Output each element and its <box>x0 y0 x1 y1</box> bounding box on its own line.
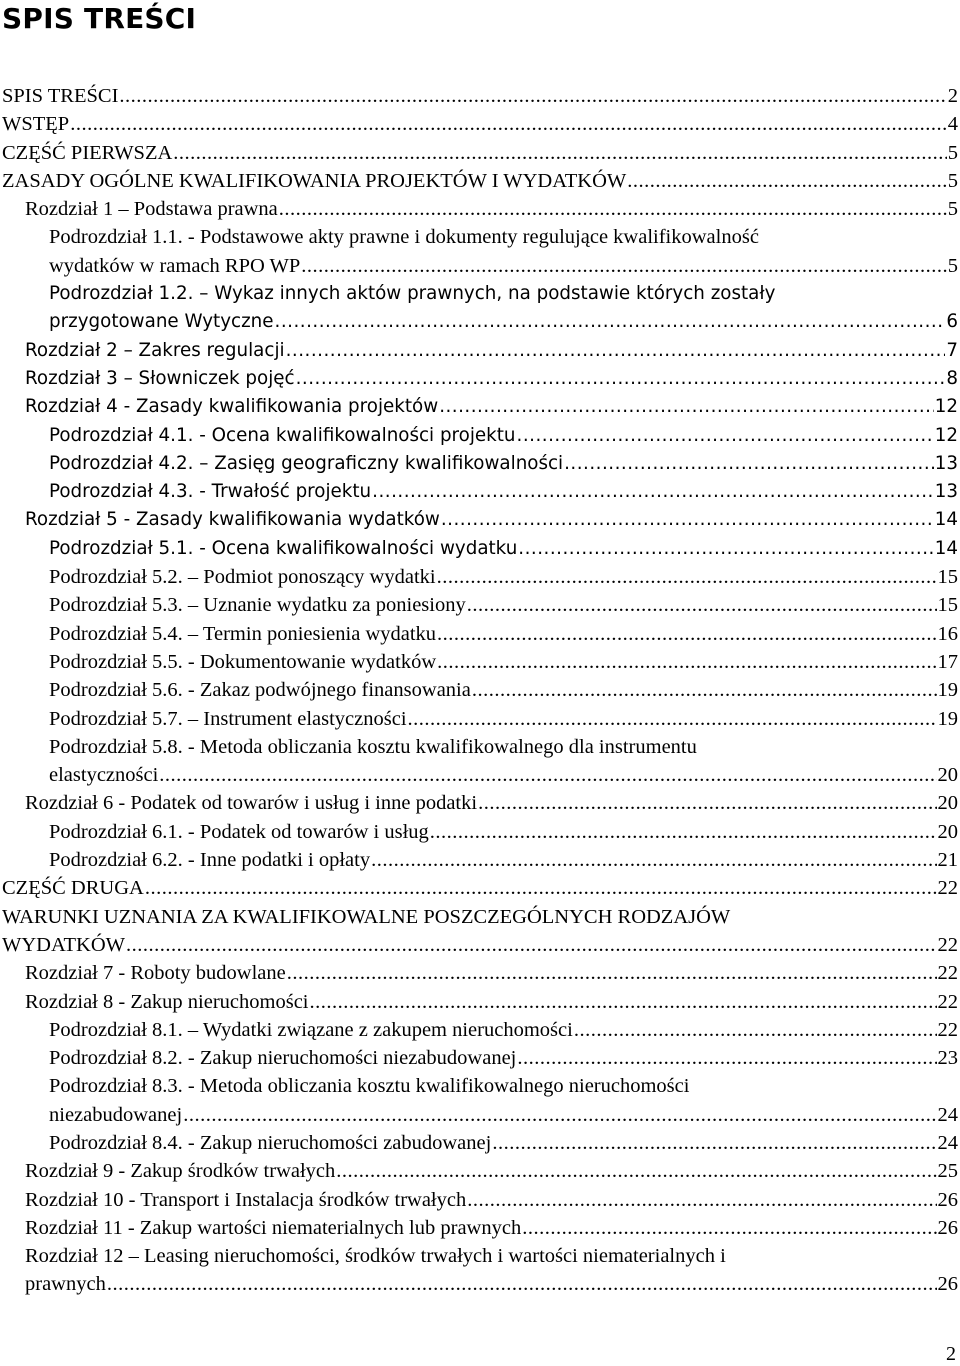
toc-entry-page: 15 <box>937 566 958 589</box>
toc-entry-title: CZĘŚĆ DRUGA <box>2 877 144 900</box>
toc-entry-title: Podrozdział 5.6. - Zakaz podwójnego finansowania <box>49 679 471 702</box>
toc-entry-page: 13 <box>934 452 958 474</box>
toc-entry-title: Podrozdział 5.4. – Termin poniesienia wydatku <box>49 622 437 645</box>
toc-entry-title: Podrozdział 6.1. - Podatek od towarów i usług <box>49 820 429 843</box>
toc-entry[interactable] <box>0 959 958 987</box>
toc-entry-title: WSTĘP <box>2 113 70 136</box>
toc-dot-leader <box>564 450 934 478</box>
toc-dot-leader <box>372 478 934 506</box>
toc-entry[interactable] <box>0 563 958 591</box>
toc-entry-page: 5 <box>947 141 958 164</box>
toc-entry-title: Rozdział 10 - Transport i Instalacja środków trwałych <box>25 1188 467 1211</box>
toc-entry-page: 2 <box>947 85 958 107</box>
toc-dot-leader <box>296 365 946 393</box>
toc-entry-page: 12 <box>934 424 958 446</box>
toc-dot-leader <box>107 1270 937 1298</box>
toc-dot-leader <box>310 988 937 1016</box>
toc-entry[interactable] <box>0 478 958 506</box>
toc-entry[interactable] <box>0 903 958 931</box>
toc-entry[interactable] <box>0 846 958 874</box>
toc-entry-page: 5 <box>947 169 958 192</box>
toc-entry-title: Podrozdział 5.7. – Instrument elastyczności <box>49 707 407 730</box>
toc-entry-title: Podrozdział 1.1. - Podstawowe akty prawne i dokumenty regulujące kwalifikowalność <box>49 226 759 249</box>
toc-dot-leader <box>70 110 947 138</box>
toc-heading: SPIS TREŚCI <box>2 2 197 35</box>
toc-entry-title-cont: przygotowane Wytyczne <box>49 311 274 333</box>
page-number: 2 <box>946 1343 956 1365</box>
toc-entry-page: 20 <box>937 820 958 843</box>
toc-dot-leader <box>159 761 936 789</box>
toc-dot-leader <box>439 393 934 421</box>
toc-entry-title: Podrozdział 5.2. – Podmiot ponoszący wydatki <box>49 566 436 589</box>
toc-entry[interactable] <box>0 223 958 251</box>
toc-entry[interactable] <box>0 167 958 195</box>
toc-entry[interactable] <box>0 648 958 676</box>
toc-entry-page: 19 <box>937 679 958 702</box>
toc-entry[interactable] <box>0 874 958 902</box>
toc-entry-title: Rozdział 6 - Podatek od towarów i usług i inne podatki <box>25 792 478 815</box>
toc-entry-title: CZĘŚĆ PIERWSZA <box>2 141 173 164</box>
toc-entry[interactable] <box>0 1214 958 1242</box>
toc-entry-title: Podrozdział 5.3. – Uznanie wydatku za poniesiony <box>49 594 466 617</box>
toc-dot-leader <box>437 563 937 591</box>
toc-dot-leader <box>301 252 946 280</box>
toc-entry[interactable] <box>0 676 958 704</box>
toc-entry[interactable] <box>0 1242 958 1270</box>
toc-entry-title-cont: prawnych <box>25 1273 106 1296</box>
toc-entry[interactable] <box>0 620 958 648</box>
toc-entry-title: Rozdział 2 – Zakres regulacji <box>25 339 285 361</box>
toc-entry-page: 16 <box>937 622 958 645</box>
toc-dot-leader <box>145 874 937 902</box>
toc-entry-title-cont: wydatków w ramach RPO WP <box>49 254 301 277</box>
toc-entry-title: Podrozdział 6.2. - Inne podatki i opłaty <box>49 849 371 872</box>
toc-entry-title: ZASADY OGÓLNE KWALIFIKOWANIA PROJEKTÓW I WYDATKÓW <box>2 169 627 192</box>
toc-entry-page: 19 <box>937 707 958 730</box>
toc-entry-page: 5 <box>947 198 958 221</box>
toc-entry[interactable] <box>0 1044 958 1072</box>
toc-entry-page: 22 <box>937 933 958 956</box>
toc-entry-continuation[interactable] <box>0 1270 958 1298</box>
toc-dot-leader <box>275 308 946 336</box>
toc-dot-leader <box>472 676 937 704</box>
toc-entry[interactable] <box>0 139 958 167</box>
toc-dot-leader <box>336 1157 936 1185</box>
toc-dot-leader <box>183 1101 936 1129</box>
toc-entry-title: Podrozdział 5.1. - Ocena kwalifikowalności wydatku <box>49 537 518 559</box>
toc-dot-leader <box>279 195 947 223</box>
toc-dot-leader <box>437 620 936 648</box>
toc-entry[interactable] <box>0 82 958 110</box>
toc-entry-page: 24 <box>937 1103 958 1126</box>
toc-dot-leader <box>437 648 936 676</box>
toc-entry[interactable] <box>0 1016 958 1044</box>
toc-entry[interactable] <box>0 1129 958 1157</box>
toc-dot-leader <box>522 1214 936 1242</box>
table-of-contents <box>0 82 958 1299</box>
toc-entry-title: Rozdział 5 - Zasady kwalifikowania wydatków <box>25 509 440 531</box>
toc-dot-leader <box>518 535 933 563</box>
toc-dot-leader <box>574 1016 937 1044</box>
toc-entry-title: Rozdział 9 - Zakup środków trwałych <box>25 1160 336 1183</box>
toc-entry-continuation[interactable] <box>0 761 958 789</box>
toc-entry[interactable] <box>0 591 958 619</box>
toc-entry[interactable] <box>0 422 958 450</box>
toc-entry-title: Rozdział 11 - Zakup wartości niematerialnych lub prawnych <box>25 1216 522 1239</box>
toc-entry-page: 13 <box>934 481 958 503</box>
toc-entry[interactable] <box>0 1072 958 1100</box>
toc-entry-title-cont: elastyczności <box>49 764 159 787</box>
toc-entry[interactable] <box>0 365 958 393</box>
toc-entry-page: 7 <box>946 339 958 361</box>
toc-entry-title: SPIS TREŚCI <box>2 85 119 107</box>
toc-entry[interactable] <box>0 1157 958 1185</box>
toc-dot-leader <box>173 139 946 167</box>
toc-entry-page: 6 <box>946 311 958 333</box>
toc-dot-leader <box>287 959 937 987</box>
toc-entry-page: 15 <box>937 594 958 617</box>
toc-entry-page: 20 <box>937 792 958 815</box>
toc-entry-page: 21 <box>937 849 958 872</box>
toc-dot-leader <box>408 705 937 733</box>
toc-entry-page: 26 <box>937 1188 958 1211</box>
toc-dot-leader <box>467 591 937 619</box>
toc-dot-leader <box>517 422 934 450</box>
toc-entry-page: 5 <box>947 254 958 277</box>
toc-entry-page: 23 <box>937 1047 958 1070</box>
toc-entry-continuation[interactable] <box>0 252 958 280</box>
toc-entry-title: Podrozdział 8.3. - Metoda obliczania kosztu kwalifikowalnego nieruchomości <box>49 1075 690 1098</box>
toc-entry-page: 14 <box>934 509 958 531</box>
toc-dot-leader <box>371 846 936 874</box>
toc-entry[interactable] <box>0 110 958 138</box>
toc-entry-title: Podrozdział 5.5. - Dokumentowanie wydatków <box>49 650 437 673</box>
toc-entry-title: Rozdział 1 – Podstawa prawna <box>25 198 278 221</box>
toc-entry[interactable] <box>0 818 958 846</box>
toc-entry-title: Podrozdział 1.2. – Wykaz innych aktów prawnych, na podstawie których zostały <box>49 283 776 305</box>
toc-entry-continuation[interactable] <box>0 308 958 336</box>
toc-entry[interactable] <box>0 337 958 365</box>
toc-entry-page: 26 <box>937 1216 958 1239</box>
toc-entry-title: Rozdział 8 - Zakup nieruchomości <box>25 990 309 1013</box>
toc-entry[interactable] <box>0 733 958 761</box>
toc-entry-title-cont: WYDATKÓW <box>2 933 125 956</box>
toc-dot-leader <box>286 337 946 365</box>
toc-dot-leader <box>478 789 936 817</box>
toc-entry-title: Podrozdział 8.1. – Wydatki związane z zakupem nieruchomości <box>49 1018 573 1041</box>
toc-entry-title: Rozdział 7 - Roboty budowlane <box>25 962 286 985</box>
toc-entry-page: 22 <box>937 877 958 900</box>
toc-entry-page: 22 <box>937 1018 958 1041</box>
toc-dot-leader <box>492 1129 936 1157</box>
toc-entry-title: Podrozdział 8.2. - Zakup nieruchomości niezabudowanej <box>49 1047 517 1070</box>
toc-entry-page: 25 <box>937 1160 958 1183</box>
toc-entry-page: 26 <box>937 1273 958 1296</box>
toc-entry-page: 4 <box>947 113 958 136</box>
toc-entry-page: 20 <box>937 764 958 787</box>
toc-entry-title: Podrozdział 4.1. - Ocena kwalifikowalności projektu <box>49 424 516 446</box>
toc-dot-leader <box>430 818 937 846</box>
toc-entry-page: 22 <box>937 962 958 985</box>
toc-entry-title: Rozdział 3 – Słowniczek pojęć <box>25 367 295 389</box>
toc-entry[interactable] <box>0 988 958 1016</box>
toc-entry-continuation[interactable] <box>0 931 958 959</box>
toc-dot-leader <box>467 1186 936 1214</box>
toc-entry-title: Podrozdział 4.2. – Zasięg geograficzny kwalifikowalności <box>49 452 564 474</box>
toc-entry[interactable] <box>0 535 958 563</box>
toc-entry[interactable] <box>0 450 958 478</box>
toc-dot-leader <box>119 82 946 110</box>
toc-entry[interactable] <box>0 789 958 817</box>
toc-entry-title: Podrozdział 8.4. - Zakup nieruchomości zabudowanej <box>49 1131 492 1154</box>
toc-dot-leader <box>627 167 947 195</box>
toc-dot-leader <box>441 506 934 534</box>
toc-entry[interactable] <box>0 1186 958 1214</box>
toc-entry-title: Podrozdział 4.3. - Trwałość projektu <box>49 481 372 503</box>
toc-entry-page: 17 <box>937 650 958 673</box>
toc-entry-page: 14 <box>934 537 958 559</box>
toc-dot-leader <box>517 1044 936 1072</box>
toc-entry-title-cont: niezabudowanej <box>49 1103 183 1126</box>
toc-entry[interactable] <box>0 280 958 308</box>
toc-entry-continuation[interactable] <box>0 1101 958 1129</box>
toc-entry-page: 22 <box>937 990 958 1013</box>
toc-entry-title: Rozdział 4 - Zasady kwalifikowania projektów <box>25 396 439 418</box>
toc-dot-leader <box>126 931 937 959</box>
toc-entry[interactable] <box>0 195 958 223</box>
toc-entry[interactable] <box>0 393 958 421</box>
toc-entry-page: 12 <box>934 396 958 418</box>
toc-entry-title: Podrozdział 5.8. - Metoda obliczania kosztu kwalifikowalnego dla instrumentu <box>49 735 697 758</box>
toc-entry-title: WARUNKI UZNANIA ZA KWALIFIKOWALNE POSZCZEGÓLNYCH RODZAJÓW <box>2 905 731 928</box>
toc-entry-page: 24 <box>937 1131 958 1154</box>
toc-entry[interactable] <box>0 506 958 534</box>
toc-entry-title: Rozdział 12 – Leasing nieruchomości, środków trwałych i wartości niematerialnych i <box>25 1245 726 1268</box>
toc-entry-page: 8 <box>946 367 958 389</box>
toc-entry[interactable] <box>0 705 958 733</box>
